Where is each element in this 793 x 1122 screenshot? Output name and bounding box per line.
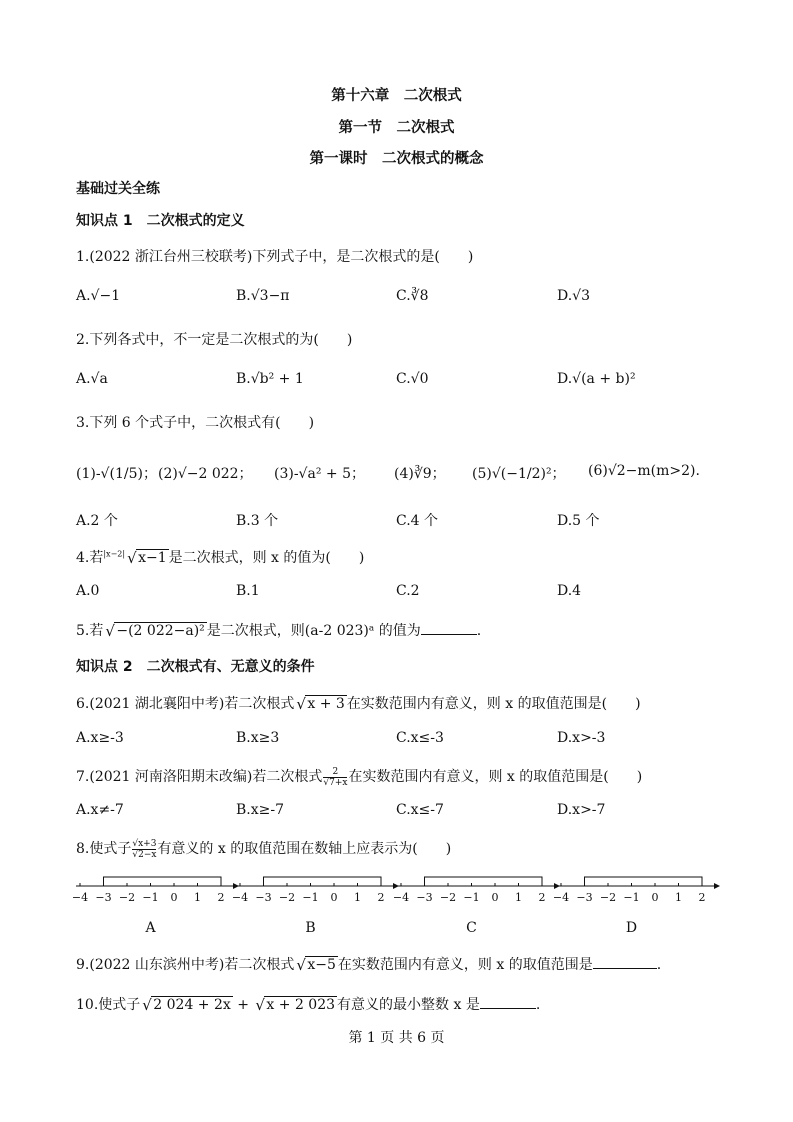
number-line-c-tick-label: 2 — [538, 891, 546, 904]
chapter-title: 第十六章 二次根式 — [331, 88, 462, 104]
q2-option-c: C.√0 — [396, 371, 429, 387]
q10-radical-2: √ x + 2 023 — [255, 997, 337, 1013]
number-line-c-tick-label: −4 — [392, 891, 410, 904]
q6-option-d: D.x>-3 — [557, 730, 606, 746]
number-line-b-tick-label: 1 — [354, 891, 361, 904]
q9-answer-blank[interactable] — [593, 956, 657, 969]
number-line-d-tick-label: 1 — [675, 891, 682, 904]
number-line-b-tick-label: −3 — [255, 891, 272, 904]
q3-option-a: A.2 个 — [76, 513, 118, 529]
number-line-b-tick-label: 2 — [377, 891, 385, 904]
q7-fraction: $\frac{2}{√7+x}$ — [323, 766, 348, 788]
number-line-d-caption: D — [625, 920, 638, 936]
q3-item-4: (4)∛9； — [394, 466, 446, 482]
q10-radical-1: √ 2 024 + 2x — [142, 997, 233, 1013]
number-line-d-tick-label: 2 — [698, 891, 706, 904]
q3-item-5: (5)√(−1/2)²； — [472, 466, 566, 482]
number-line-c-caption: C — [466, 920, 477, 936]
q5-answer-blank[interactable] — [421, 622, 477, 635]
q4-option-b: B.1 — [236, 583, 260, 599]
number-line-b-range — [264, 877, 382, 886]
number-line-a-caption: A — [145, 920, 156, 936]
number-line-c-tick-label: 1 — [515, 891, 522, 904]
number-line-d-tick-label: −4 — [552, 891, 570, 904]
q10-answer-blank[interactable] — [480, 996, 536, 1009]
q4-root-index: |x−2| — [103, 549, 126, 559]
q5-radical: √ −(2 022−a)² — [105, 623, 206, 639]
number-line-c-tick-label: −1 — [463, 891, 480, 904]
q4-radical: √ x−1 — [127, 550, 169, 566]
number-line-c-tick-label: 0 — [491, 891, 499, 904]
q3-stem: 3.下列 6 个式子中，二次根式有( ) — [76, 415, 315, 431]
q10-stem: 10.使式子√ 2 024 + 2x + √ x + 2 023 有意义的最小整数 x 是 . — [76, 994, 540, 1014]
number-line-c-tick-label: −3 — [416, 891, 433, 904]
number-line-a-tick-label: −1 — [142, 891, 159, 904]
knowledge-point-1: 知识点 1 二次根式的定义 — [76, 213, 245, 229]
number-line-a-tick-label: −4 — [71, 891, 89, 904]
lesson-title: 第一课时 二次根式的概念 — [309, 151, 484, 167]
q1-option-a: A.√−1 — [76, 288, 121, 304]
number-line-a-tick-label: 0 — [170, 891, 178, 904]
number-line-c-tick-label: −2 — [439, 891, 457, 904]
q2-option-a: A.√a — [76, 371, 108, 387]
q3-item-3: (3)-√a² + 5； — [274, 466, 365, 482]
page-footer: 第 1 页 共 6 页 — [348, 1030, 445, 1046]
q1-stem: 1.(2022 浙江台州三校联考)下列式子中，是二次根式的是( ) — [76, 249, 474, 265]
number-line-d-tick-label: −1 — [623, 891, 640, 904]
q7-option-c: C.x≤-7 — [396, 802, 444, 818]
q2-stem: 2.下列各式中，不一定是二次根式的为( ) — [76, 332, 353, 348]
q4-stem: 4.若$^{|x-2|}$√ x−1 是二次根式，则 x 的值为( ) — [76, 547, 364, 567]
q1-option-b: B.√3−π — [236, 288, 290, 304]
q3-item-1: (1)-√(1/5)； — [76, 466, 157, 482]
number-line-a-tick-label: −3 — [95, 891, 112, 904]
q7-option-b: B.x≥-7 — [236, 802, 285, 818]
number-line-d-arrow — [714, 883, 720, 889]
q4-option-d: D.4 — [557, 583, 582, 599]
number-line-b-tick-label: −1 — [302, 891, 319, 904]
q8-number-lines — [70, 866, 730, 936]
q3-option-b: B.3 个 — [236, 513, 279, 529]
q4-option-c: C.2 — [396, 583, 420, 599]
q3-item-6: (6)√2−m(m>2). — [588, 463, 700, 479]
q8-fraction: $\frac{√x+3}{√2-x}$ — [132, 838, 157, 860]
number-line-b-tick-label: 0 — [330, 891, 338, 904]
q6-option-b: B.x≥3 — [236, 730, 280, 746]
number-line-b-tick-label: −2 — [278, 891, 296, 904]
number-line-a-tick-label: −2 — [118, 891, 136, 904]
number-line-d-range — [585, 877, 703, 886]
q6-option-a: A.x≥-3 — [76, 730, 124, 746]
q5-stem: 5.若√ −(2 022−a)² 是二次根式，则(a-2 023)ᵃ 的值为 . — [76, 620, 481, 640]
number-line-a-tick-label: 1 — [194, 891, 201, 904]
q6-radical: √ x + 3 — [296, 696, 346, 712]
q2-option-b: B.√b² + 1 — [236, 371, 304, 387]
number-line-c-range — [425, 877, 543, 886]
number-line-d-tick-label: 0 — [651, 891, 659, 904]
q9-stem: 9.(2022 山东滨州中考)若二次根式√ x−5 在实数范围内有意义，则 x 的取值范围是 . — [76, 954, 661, 974]
q1-option-c: C.∛8 — [396, 288, 429, 304]
q7-stem: 7.(2021 河南洛阳期末改编)若二次根式 $\frac{2}{√7+x}$ 在实数范围内有意义，则 x 的取值范围是( ) — [76, 766, 643, 788]
number-line-b-tick-label: −4 — [231, 891, 249, 904]
q3-option-d: D.5 个 — [557, 513, 600, 529]
section-title: 第一节 二次根式 — [338, 120, 455, 136]
number-line-d-tick-label: −3 — [576, 891, 593, 904]
q1-option-d: D.√3 — [557, 288, 591, 304]
q7-option-a: A.x≠-7 — [76, 802, 124, 818]
number-line-a-range — [104, 877, 222, 886]
q8-stem: 8.使式子 $\frac{√x+3}{√2-x}$ 有意义的 x 的取值范围在数轴上应表示为( ) — [76, 838, 452, 860]
q7-option-d: D.x>-7 — [557, 802, 606, 818]
q3-item-2: (2)√−2 022； — [158, 466, 253, 482]
q4-option-a: A.0 — [76, 583, 100, 599]
q6-option-c: C.x≤-3 — [396, 730, 444, 746]
q6-stem: 6.(2021 湖北襄阳中考)若二次根式√ x + 3 在实数范围内有意义，则 x 的取值范围是( ) — [76, 693, 641, 713]
q9-radical: √ x−5 — [296, 957, 338, 973]
number-line-d-tick-label: −2 — [599, 891, 617, 904]
q2-option-d: D.√(a + b)² — [557, 371, 636, 387]
number-line-a-tick-label: 2 — [217, 891, 225, 904]
part-title: 基础过关全练 — [76, 181, 160, 197]
number-line-b-caption: B — [305, 920, 316, 936]
q3-option-c: C.4 个 — [396, 513, 439, 529]
knowledge-point-2: 知识点 2 二次根式有、无意义的条件 — [76, 659, 315, 675]
